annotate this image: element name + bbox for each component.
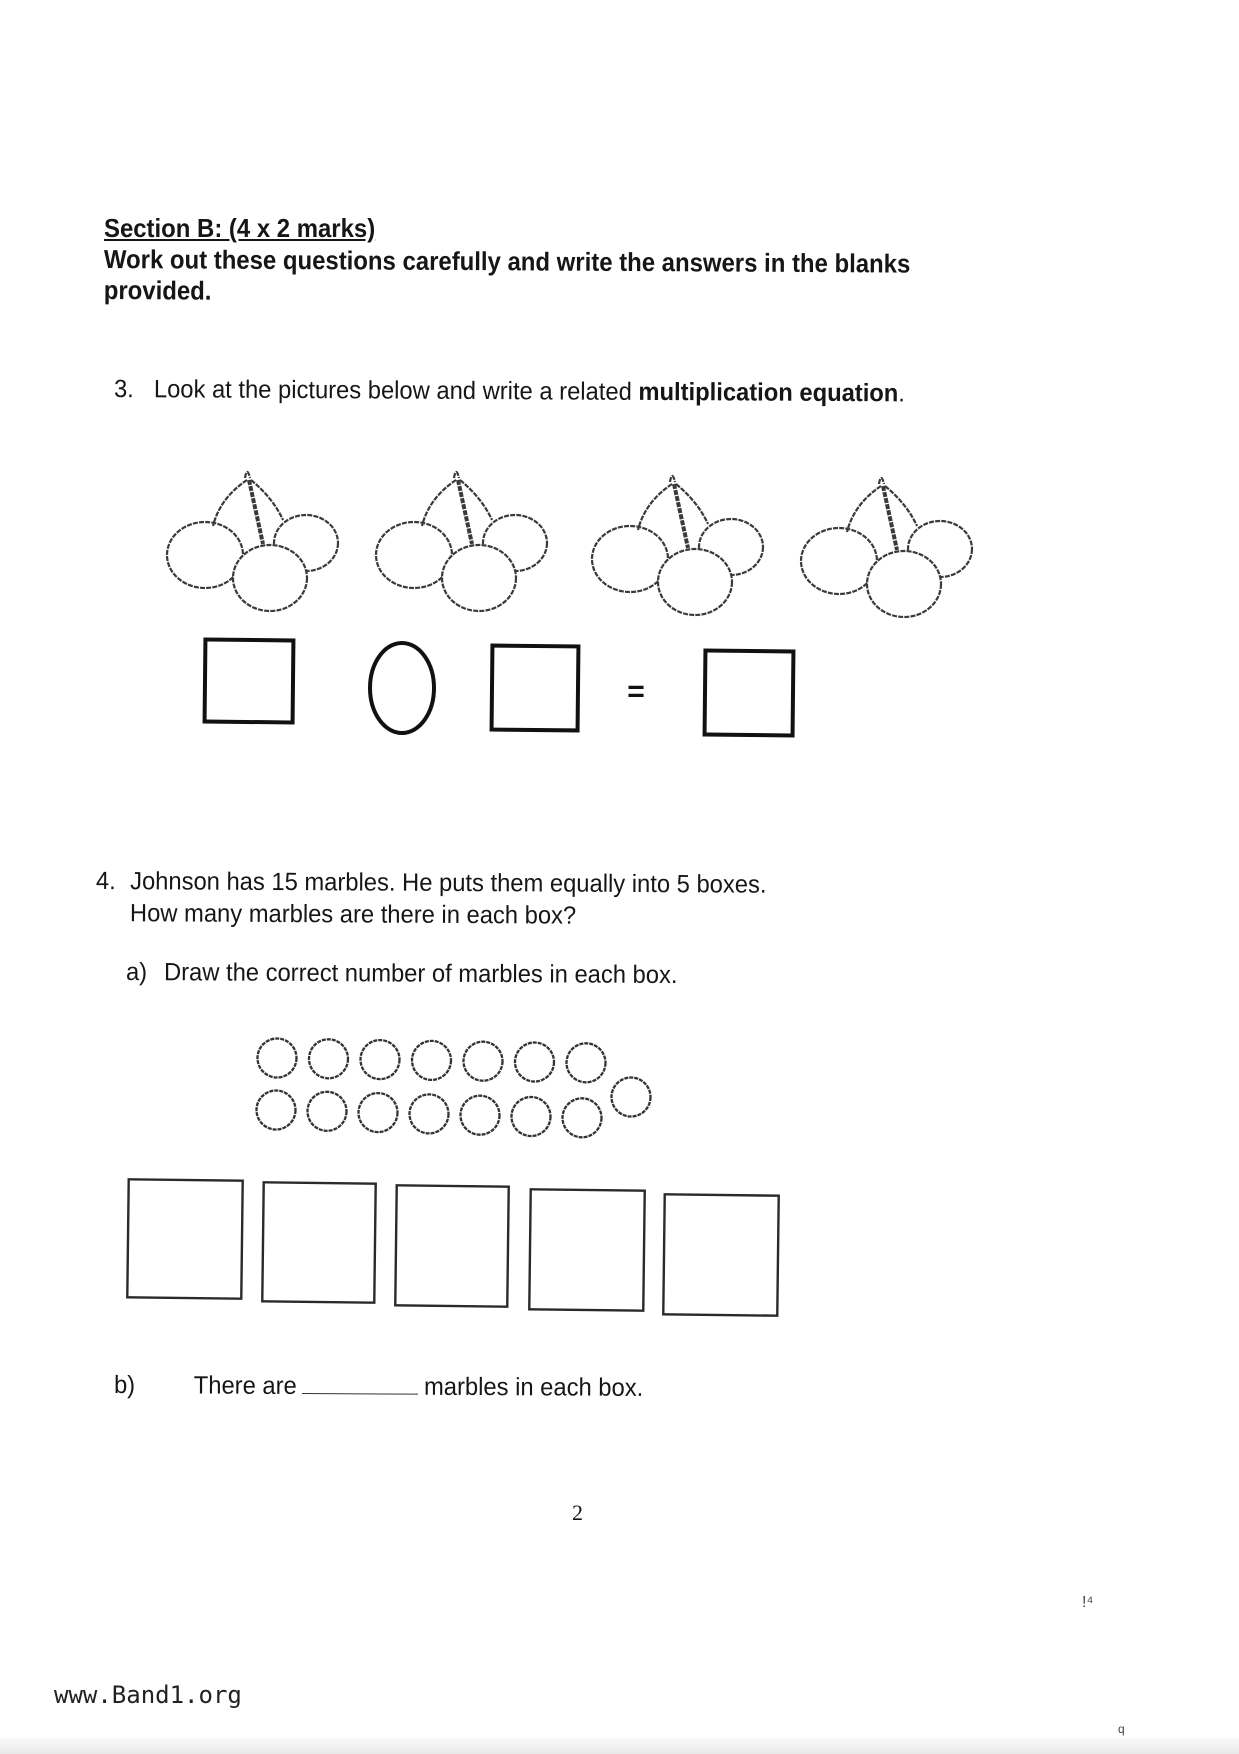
scan-artifact-mark: !⁴ <box>1082 1594 1094 1611</box>
answer-blank[interactable] <box>302 1371 418 1395</box>
marble-box[interactable] <box>663 1194 778 1315</box>
question-3-bold-text: multiplication equation <box>638 377 899 408</box>
scan-artifact-mark-2: q <box>1118 1722 1125 1736</box>
scan-bottom-edge <box>0 1738 1239 1754</box>
marble-box[interactable] <box>395 1185 508 1306</box>
page-number: 2 <box>572 1500 583 1525</box>
marble-box[interactable] <box>127 1179 242 1298</box>
section-instructions: Work out these questions carefully and write the answers in the blanks provided. <box>103 244 911 306</box>
question-4a-text: Draw the correct number of marbles in each box. <box>163 958 678 990</box>
marble-box[interactable] <box>262 1182 375 1302</box>
question-3-text: Look at the pictures below and write a related <box>153 375 639 406</box>
equals-sign: = <box>627 675 645 708</box>
watermark-url: www.Band1.org <box>54 1681 242 1709</box>
question-4-line-2: How many marbles are there in each box? <box>129 899 577 930</box>
question-4b-text-before: There are <box>193 1371 297 1401</box>
question-3-number: 3. <box>113 375 134 404</box>
section-title: Section B: (4 x 2 marks) <box>104 213 376 243</box>
marble-box[interactable] <box>529 1189 644 1310</box>
question-4b-label: b) <box>113 1371 136 1400</box>
question-4-number: 4. <box>95 867 116 896</box>
question-4a-label: a) <box>125 958 148 987</box>
question-4b <box>114 1370 643 1403</box>
question-3-period: . <box>898 379 906 408</box>
question-4b-text-after: marbles in each box. <box>423 1372 644 1402</box>
question-4-line-1: Johnson has 15 marbles. He puts them equally into 5 boxes. <box>130 867 767 899</box>
